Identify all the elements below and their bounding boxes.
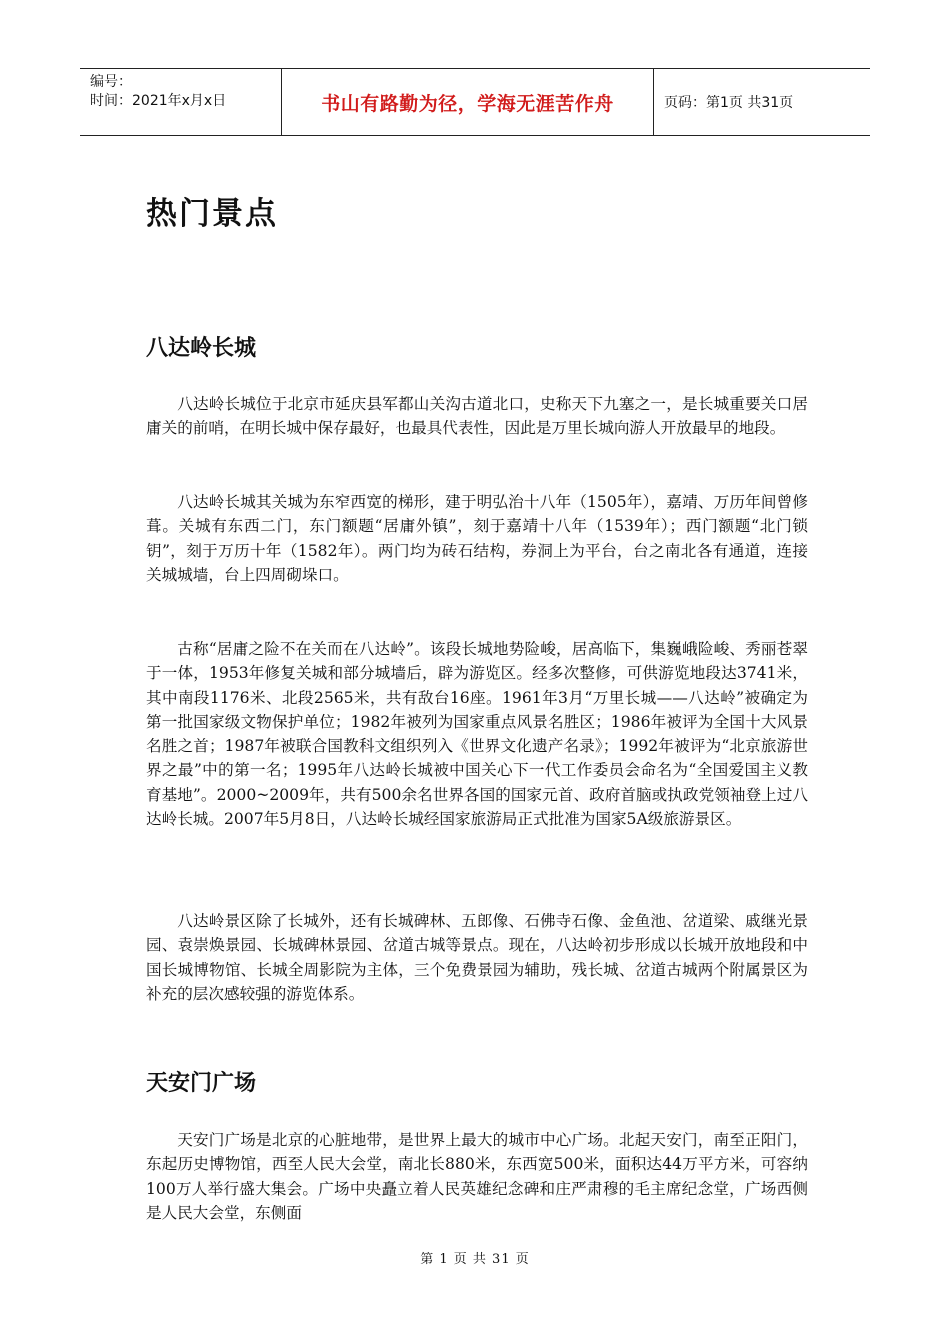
section-heading-tiananmen: 天安门广场: [146, 1071, 257, 1096]
page-footer: 第 1 页 共 31 页: [420, 1252, 530, 1267]
paragraph: 天安门广场是北京的心脏地带，是世界上最大的城市中心广场。北起天安门，南至正阳门，东起历史博物馆，西至人民大会堂，南北长880米，东西宽500米，面积达44万平方米，可容纳100万人举行盛大集会。广场中央矗立着人民英雄纪念碑和庄严肃穆的毛主席纪念堂，广场西侧是人民大会堂，东侧面: [146, 1131, 808, 1222]
header-motto: 书山有路勤为径，学海无涯苦作舟: [282, 69, 654, 135]
section-heading-badaling: 八达岭长城: [146, 336, 257, 361]
paragraph: 八达岭长城位于北京市延庆县军都山关沟古道北口，史称天下九塞之一，是长城重要关口居庸关的前哨，在明长城中保存最好，也最具代表性，因此是万里长城向游人开放最早的地段。: [146, 395, 808, 438]
header-page-info: 页码：第1页 共31页: [664, 95, 794, 111]
document-number-label: 编号：: [90, 74, 132, 90]
paragraph: 八达岭长城其关城为东窄西宽的梯形，建于明弘治十八年（1505年），嘉靖、万历年间曾修葺。关城有东西二门，东门额题“居庸外镇”，刻于嘉靖十八年（1539年）；西门额题“北门锁钥”，刻于万历十年（1582年）。两门均为砖石结构，券洞上为平台，台之南北各有通道，连接关城城墙，台上四周砌垛口。: [146, 493, 808, 584]
header-meta: [80, 69, 282, 135]
document-date: 时间：2021年x月x日: [90, 93, 227, 109]
paragraph: 八达岭景区除了长城外，还有长城碑林、五郎像、石佛寺石像、金鱼池、岔道梁、戚继光景园、袁崇焕景园、长城碑林景园、岔道古城等景点。现在，八达岭初步形成以长城开放地段和中国长城博物馆、长城全周影院为主体，三个免费景园为辅助，残长城、岔道古城两个附属景区为补充的层次感较强的游览体系。: [146, 912, 808, 1003]
paragraph: 古称“居庸之险不在关而在八达岭”。该段长城地势险峻，居高临下，集巍峨险峻、秀丽苍翠于一体，1953年修复关城和部分城墙后，辟为游览区。经多次整修，可供游览地段达3741米，其中南段1176米、北段2565米，共有敌台16座。1961年3月“万里长城——八达岭”被确定为第一批国家级文物保护单位；1982年被列为国家重点风景名胜区；1986年被评为全国十大风景名胜之首；1987年被联合国教科文组织列入《世界文化遗产名录》；1992年被评为“北京旅游世界之最”中的第一名；1995年八达岭长城被中国关心下一代工作委员会命名为“全国爱国主义教育基地”。2000~2009年，共有500余名世界各国的国家元首、政府首脑或执政党领袖登上过八达岭长城。2007年5月8日，八达岭长城经国家旅游局正式批准为国家5A级旅游景区。: [146, 640, 808, 829]
page-title: 热门景点: [146, 196, 278, 232]
page-header: [80, 68, 870, 136]
